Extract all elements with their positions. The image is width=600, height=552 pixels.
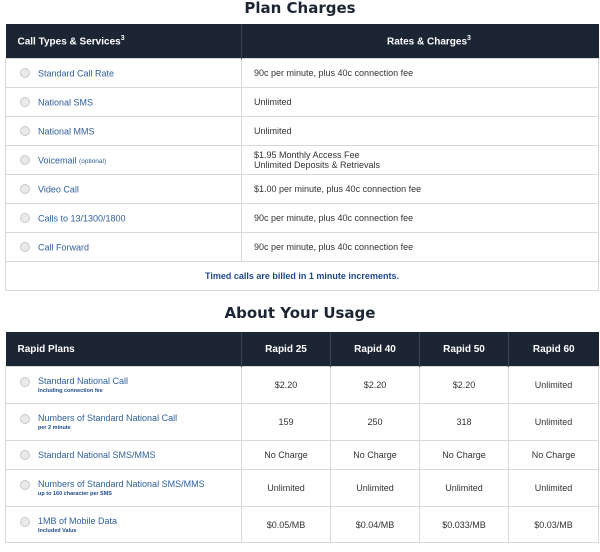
service-name[interactable]: National SMS: [38, 97, 94, 108]
rate-cell: [242, 175, 599, 204]
usage-table: [5, 332, 599, 543]
header-rapid-60: Rapid 60: [509, 332, 599, 367]
radio-circle-icon[interactable]: [20, 242, 30, 252]
service-cell: [6, 204, 242, 233]
usage-item-note: up to 160 character per SMS: [38, 491, 112, 497]
service-name[interactable]: Calls to 13/1300/1800: [38, 213, 126, 224]
rate-text: 90c per minute, plus 40c connection fee: [254, 242, 414, 252]
radio-circle-icon[interactable]: [20, 377, 30, 387]
usage-item-cell: [6, 507, 242, 543]
usage-header-row: [6, 332, 599, 367]
rate-cell: [242, 204, 599, 233]
plan-row: [6, 117, 599, 146]
service-cell: [6, 146, 242, 175]
usage-item-note: Included Value: [38, 527, 77, 534]
plan-row: [6, 59, 599, 88]
rate-cell: [242, 233, 599, 262]
usage-value-cell: Unlimited: [242, 470, 331, 507]
usage-value-cell: No Charge: [509, 441, 599, 470]
header-rapid-plans: Rapid Plans: [6, 332, 242, 367]
usage-item-cell: [6, 367, 242, 404]
usage-item-note: per 2 minute: [38, 425, 71, 431]
rate-text: Unlimited: [254, 126, 292, 136]
rate-text: 90c per minute, plus 40c connection fee: [254, 68, 414, 78]
usage-row: [6, 404, 599, 441]
plan-charges-table: [5, 24, 599, 291]
footnote-row: [6, 262, 599, 291]
rate-text: Unlimited: [254, 97, 292, 107]
usage-item-name[interactable]: Numbers of Standard National SMS/MMS: [38, 479, 205, 489]
radio-circle-icon[interactable]: [20, 414, 30, 424]
usage-value-cell: Unlimited: [331, 470, 420, 507]
rate-text: $1.95 Monthly Access Fee: [254, 150, 360, 160]
service-cell: [6, 233, 242, 262]
radio-circle-icon[interactable]: [20, 480, 30, 490]
service-cell: [6, 88, 242, 117]
usage-item-cell: [6, 470, 242, 507]
service-name[interactable]: National MMS: [38, 126, 95, 137]
usage-row: [6, 367, 599, 404]
rate-cell: [242, 59, 599, 88]
service-cell: [6, 175, 242, 204]
usage-item-cell: [6, 404, 242, 441]
rate-cell: [242, 146, 599, 175]
radio-circle-icon[interactable]: [20, 155, 30, 165]
usage-value-cell: $0.04/MB: [331, 507, 420, 543]
plan-row: [6, 233, 599, 262]
usage-value-cell: 250: [331, 404, 420, 441]
usage-item-name[interactable]: Standard National Call: [38, 376, 129, 386]
service-name[interactable]: Video Call: [38, 184, 79, 195]
header-rapid-25: Rapid 25: [242, 332, 331, 367]
usage-value-cell: $0.033/MB: [420, 507, 509, 543]
usage-value-cell: 159: [242, 404, 331, 441]
usage-item-name[interactable]: Numbers of Standard National Call: [38, 413, 178, 423]
usage-value-cell: $0.03/MB: [509, 507, 599, 543]
plan-row: [6, 88, 599, 117]
radio-circle-icon[interactable]: [20, 450, 30, 460]
service-cell: [6, 59, 242, 88]
service-name[interactable]: Standard Call Rate: [38, 68, 115, 79]
radio-circle-icon[interactable]: [20, 126, 30, 136]
radio-circle-icon[interactable]: [20, 97, 30, 107]
rate-text: $1.00 per minute, plus 40c connection fee: [254, 184, 422, 194]
service-name[interactable]: Call Forward: [38, 242, 90, 253]
usage-item-note: Including connection fee: [38, 388, 103, 394]
header-rates: Rates & Charges$^3$: [242, 24, 599, 59]
usage-value-cell: Unlimited: [420, 470, 509, 507]
billing-footnote: Timed calls are billed in 1 minute increments.: [6, 262, 599, 291]
usage-value-cell: $2.20: [242, 367, 331, 404]
rate-text: 90c per minute, plus 40c connection fee: [254, 213, 414, 223]
service-name[interactable]: Voicemail: [38, 155, 77, 166]
usage-item-name[interactable]: Standard National SMS/MMS: [38, 450, 156, 461]
usage-value-cell: Unlimited: [509, 404, 599, 441]
plan-charges-header-row: [6, 24, 599, 59]
plan-charges-title: Plan Charges: [244, 0, 356, 17]
usage-value-cell: 318: [420, 404, 509, 441]
rate-text: Unlimited Deposits & Retrievals: [254, 160, 381, 170]
header-rapid-50: Rapid 50: [420, 332, 509, 367]
usage-value-cell: $2.20: [420, 367, 509, 404]
usage-value-cell: Unlimited: [509, 470, 599, 507]
usage-row: [6, 470, 599, 507]
usage-title: About Your Usage: [224, 304, 376, 322]
header-rapid-40: Rapid 40: [331, 332, 420, 367]
service-cell: [6, 117, 242, 146]
plan-row: [6, 175, 599, 204]
plan-row: [6, 204, 599, 233]
service-qualifier: (optional): [79, 157, 107, 165]
radio-circle-icon[interactable]: [20, 213, 30, 223]
radio-circle-icon[interactable]: [20, 517, 30, 527]
usage-value-cell: No Charge: [242, 441, 331, 470]
usage-row: [6, 441, 599, 470]
usage-value-cell: $2.20: [331, 367, 420, 404]
usage-row: [6, 507, 599, 543]
plan-row: [6, 146, 599, 175]
usage-value-cell: $0.05/MB: [242, 507, 331, 543]
radio-circle-icon[interactable]: [20, 184, 30, 194]
usage-item-name[interactable]: 1MB of Mobile Data: [38, 515, 118, 526]
usage-item-cell: [6, 441, 242, 470]
usage-value-cell: No Charge: [331, 441, 420, 470]
radio-circle-icon[interactable]: [20, 68, 30, 78]
rate-cell: [242, 88, 599, 117]
rate-cell: [242, 117, 599, 146]
usage-value-cell: No Charge: [420, 441, 509, 470]
usage-value-cell: Unlimited: [509, 367, 599, 404]
header-call-types: Call Types & Services$^3$: [6, 24, 242, 59]
